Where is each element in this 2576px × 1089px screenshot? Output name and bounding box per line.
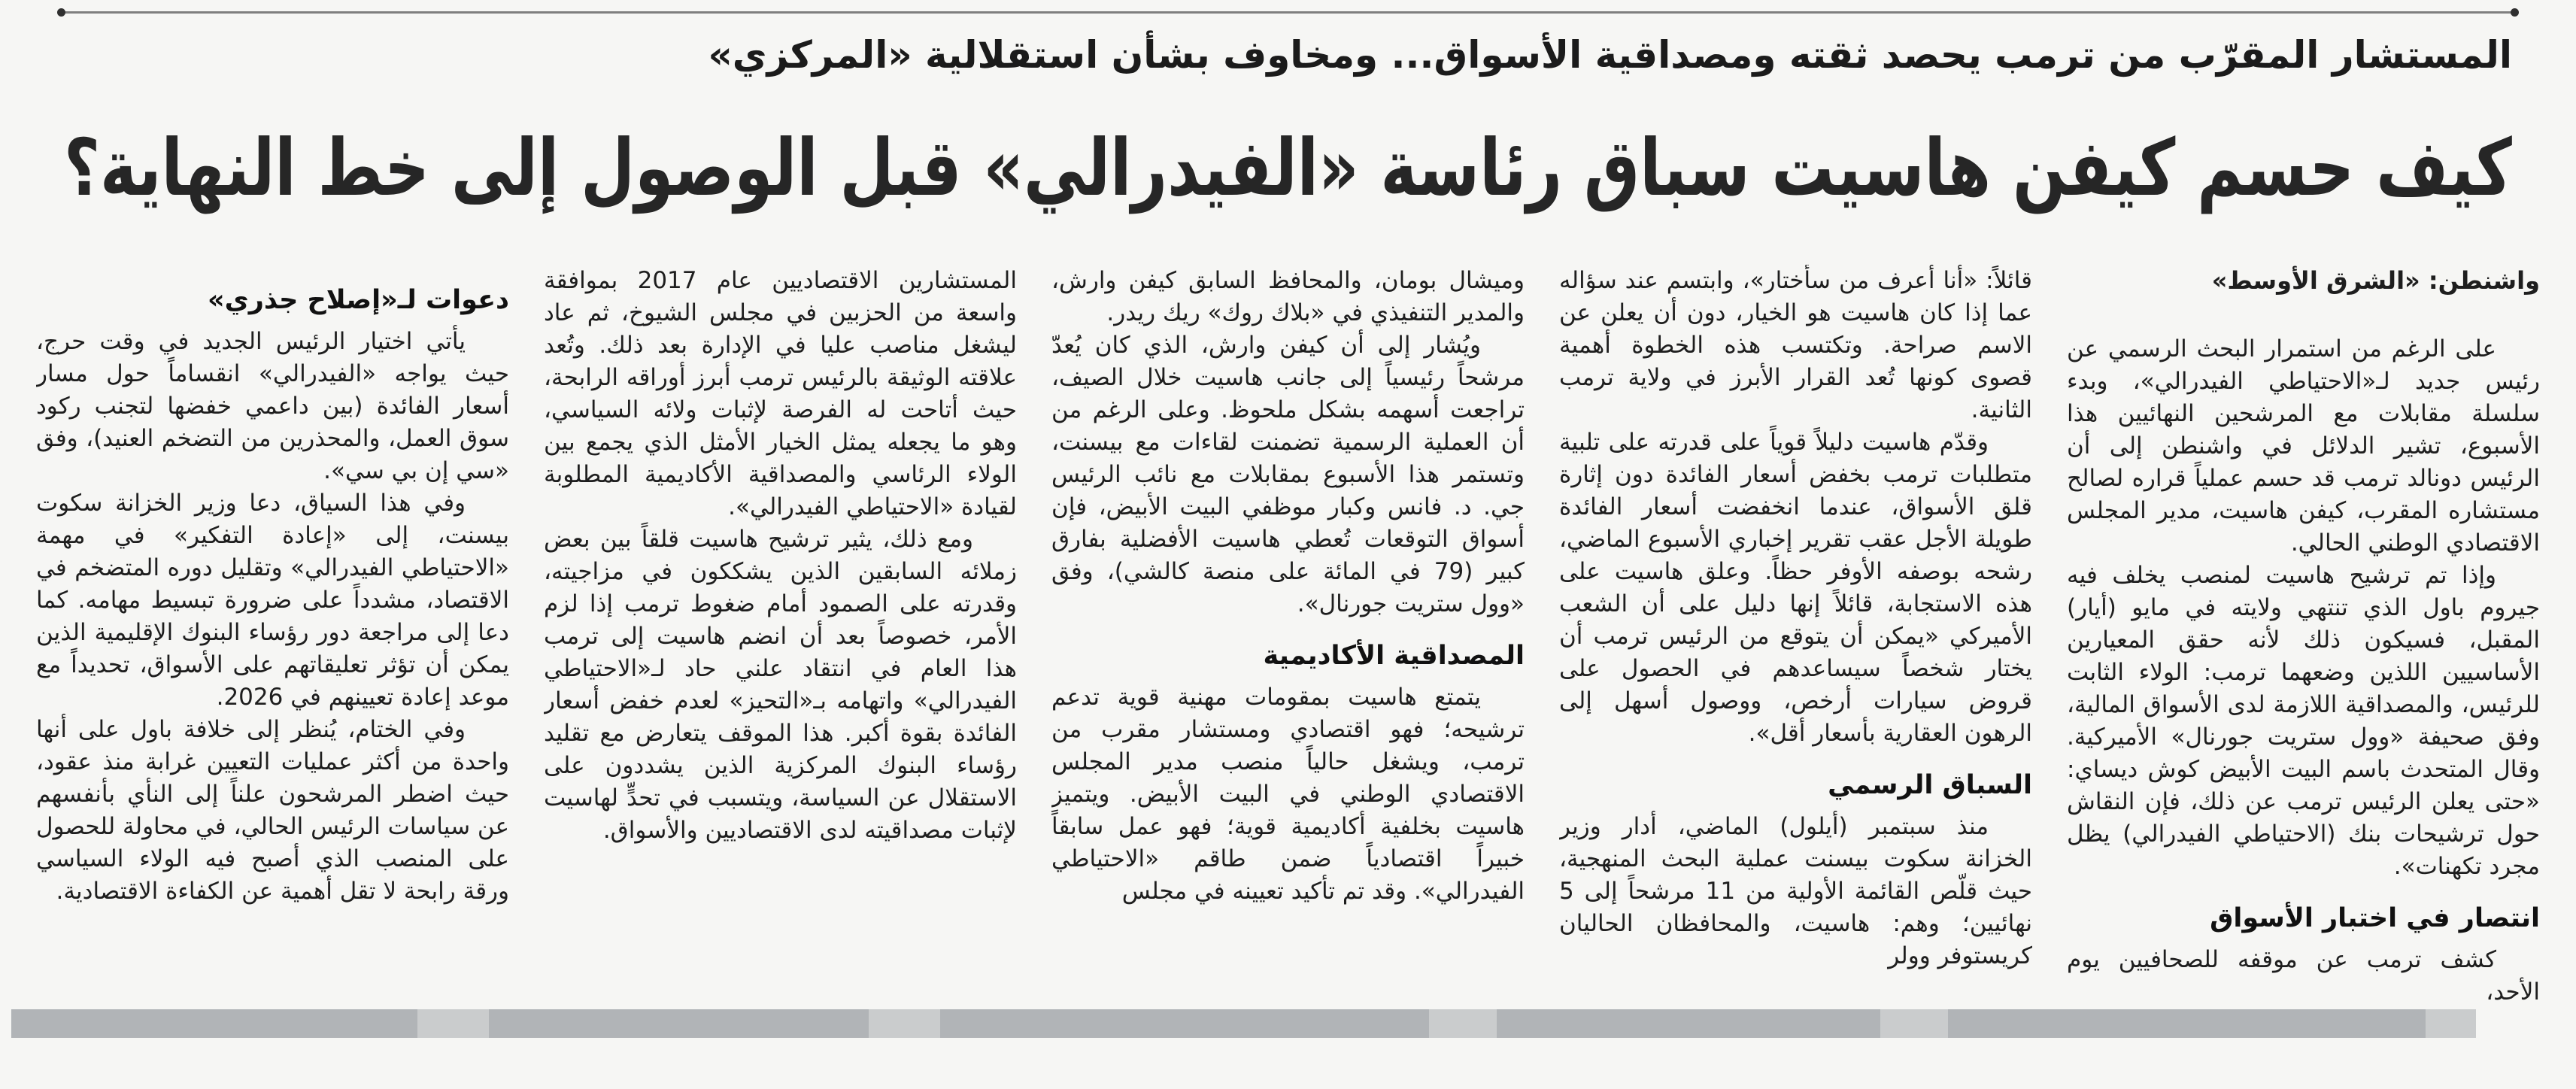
band-segment-dark <box>1497 1009 1880 1038</box>
kicker-line <box>64 33 2512 77</box>
paragraph: يأتي اختيار الرئيس الجديد في وقت حرج، حيث يواجه «الفيدرالي» انقساماً حول مسار أسعار الفائدة (بين داعمي خفضها لتجنب ركود سوق العمل، والمحذرين من التضخم العنيد)، وفق «سي إن بي سي». <box>36 328 509 484</box>
rule-end-dot-right <box>2511 8 2519 17</box>
paragraph: كشف ترمب عن موقفه للصحافيين يوم الأحد، <box>2067 946 2540 1006</box>
paragraph: وإذا تم ترشيح هاسيت لمنصب يخلف فيه جيروم باول الذي تنتهي ولايته في مايو (أيار) المقبل، فسيكون ذلك لأنه حقق المعيارين الأساسيين اللذين وضعهما ترمب: الولاء الثابت للرئيس، والمصداقية اللازمة لدى الأسواق المالية، وفق صحيفة «وول ستريت جورنال» الأميركية. وقال المتحدث باسم البيت الأبيض كوش ديساي: «حتى يعلن الرئيس ترمب عن ذلك، فإن النقاش حول ترشيحات بنك (الاحتياطي الفيدرالي) يظل مجرد تكهنات». <box>2067 562 2540 880</box>
article-column <box>2067 265 2540 1008</box>
bottom-gray-band <box>0 1009 2576 1038</box>
headline-text: كيف حسم كيفن هاسيت سباق رئاسة «الفيدرالي» قبل الوصول إلى خط النهاية؟ <box>64 122 2512 214</box>
band-segment-light <box>1429 1009 1497 1038</box>
section-heading: دعوات لـ«إصلاح جذري» <box>208 285 509 315</box>
article-column <box>544 265 1017 1008</box>
article-column <box>36 265 509 1008</box>
article-columns <box>36 265 2540 1008</box>
band-segment-light <box>417 1009 489 1038</box>
band-segment-dark <box>11 1009 417 1038</box>
band-segment-dark <box>940 1009 1429 1038</box>
kicker-text: المستشار المقرّب من ترمب يحصد ثقته ومصداقية الأسواق... ومخاوف بشأن استقلالية «المركزي» <box>708 33 2512 77</box>
rule-end-dot-left <box>57 8 65 17</box>
paragraph: قائلاً: «أنا أعرف من سأختار»، وابتسم عند سؤاله عما إذا كان هاسيت هو الخيار، دون أن يعلن عن الاسم صراحة. وتكتسب هذه الخطوة أهمية قصوى كونها تُعد القرار الأبرز في ولاية ترمب الثانية. <box>1559 267 2032 423</box>
article-column <box>1559 265 2032 1008</box>
dateline: واشنطن: «الشرق الأوسط» <box>2211 266 2540 295</box>
band-segment-light <box>869 1009 940 1038</box>
article-headline <box>64 111 2512 225</box>
paragraph: على الرغم من استمرار البحث الرسمي عن رئيس جديد لـ«الاحتياطي الفيدرالي»، وبدء سلسلة مقابلات مع المرشحين النهائيين هذا الأسبوع، تشير الدلائل في واشنطن إلى أن الرئيس دونالد ترمب قد حسم عملياً قراره لصالح مستشاره المقرب، كيفن هاسيت، مدير المجلس الاقتصادي الوطني الحالي. <box>2067 335 2540 557</box>
paragraph: ومع ذلك، يثير ترشيح هاسيت قلقاً بين بعض زملائه السابقين الذين يشككون في مزاجيته، وقدرته على الصمود أمام ضغوط ترمب إذا لزم الأمر، خصوصاً بعد أن انضم هاسيت إلى ترمب هذا العام في انتقاد علني حاد لـ«الاحتياطي الفيدرالي» واتهامه بـ«التحيز» لعدم خفض أسعار الفائدة بقوة أكبر. هذا الموقف يتعارض مع تقليد رؤساء البنوك المركزية الذين يشددون على الاستقلال عن السياسة، ويتسبب في تحدٍّ لهاسيت لإثبات مصداقيته لدى الاقتصاديين والأسواق. <box>544 526 1017 844</box>
section-heading: المصداقية الأكاديمية <box>1263 641 1525 671</box>
paragraph: وفي الختام، يُنظر إلى خلافة باول على أنها واحدة من أكثر عمليات التعيين غرابة منذ عقود، حيث اضطر المرشحون علناً إلى النأي بأنفسهم عن سياسات الرئيس الحالي، في محاولة للحصول على المنصب الذي أصبح فيه الولاء السياسي ورقة رابحة لا تقل أهمية عن الكفاءة الاقتصادية. <box>36 716 509 905</box>
section-heading: انتصار في اختبار الأسواق <box>2210 903 2540 933</box>
top-rule <box>60 11 2516 14</box>
paragraph: وفي هذا السياق، دعا وزير الخزانة سكوت بيسنت، إلى «إعادة التفكير» في مهمة «الاحتياطي الفيدرالي» وتقليل دوره المتضخم في الاقتصاد، مشدداً على ضرورة تبسيط مهامه. كما دعا إلى مراجعة دور رؤساء البنوك الإقليمية الذين يمكن أن تؤثر تعليقاتهم على الأسواق، تحديداً مع موعد إعادة تعيينهم في 2026. <box>36 490 509 711</box>
band-segment-dark <box>489 1009 869 1038</box>
section-heading: السباق الرسمي <box>1828 770 2032 800</box>
band-segment-light <box>2426 1009 2476 1038</box>
paragraph: يتمتع هاسيت بمقومات مهنية قوية تدعم ترشيحه؛ فهو اقتصادي ومستشار مقرب من ترمب، ويشغل حالياً منصب مدير المجلس الاقتصادي الوطني في البيت الأبيض. ويتميز هاسيت بخلفية أكاديمية قوية؛ فهو عمل سابقاً خبيراً اقتصادياً ضمن طاقم «الاحتياطي الفيدرالي». وقد تم تأكيد تعيينه في مجلس <box>1051 684 1525 905</box>
article-column <box>1051 265 1525 1008</box>
paragraph: وقدّم هاسيت دليلاً قوياً على قدرته على تلبية متطلبات ترمب بخفض أسعار الفائدة دون إثارة قلق الأسواق، عندما انخفضت أسعار الفائدة طويلة الأجل عقب تقرير إخباري الأسبوع الماضي، رشحه بوصفه الأوفر حظاً. وعلق هاسيت على هذه الاستجابة، قائلاً إنها دليل على أن الشعب الأميركي «يمكن أن يتوقع من الرئيس ترمب أن يختار شخصاً سيساعدهم في الحصول على قروض سيارات أرخص، ووصول أسهل إلى الرهون العقارية بأسعار أقل». <box>1559 429 2032 747</box>
paragraph: منذ سبتمبر (أيلول) الماضي، أدار وزير الخزانة سكوت بيسنت عملية البحث المنهجية، حيث قلّص القائمة الأولية من 11 مرشحاً إلى 5 نهائيين؛ وهم: هاسيت، والمحافظان الحاليان كريستوفر وولر <box>1559 813 2032 969</box>
paragraph: ويُشار إلى أن كيفن وارش، الذي كان يُعدّ مرشحاً رئيسياً إلى جانب هاسيت خلال الصيف، تراجعت أسهمه بشكل ملحوظ. وعلى الرغم من أن العملية الرسمية تضمنت لقاءات مع بيسنت، وتستمر هذا الأسبوع بمقابلات مع نائب الرئيس جي. د. فانس وكبار موظفي البيت الأبيض، فإن أسواق التوقعات تُعطي هاسيت الأفضلية بفارق كبير (79 في المائة على منصة كالشي)، وفق «وول ستريت جورنال». <box>1051 332 1525 617</box>
band-segment-light <box>1880 1009 1948 1038</box>
paragraph: وميشال بومان، والمحافظ السابق كيفن وارش، والمدير التنفيذي في «بلاك روك» ريك ريدر. <box>1051 267 1525 326</box>
paragraph: المستشارين الاقتصاديين عام 2017 بموافقة واسعة من الحزبين في مجلس الشيوخ، ثم عاد ليشغل مناصب عليا في الإدارة بعد ذلك. وتُعد علاقته الوثيقة بالرئيس ترمب أبرز أوراقه الرابحة، حيث أتاحت له الفرصة لإثبات ولائه السياسي، وهو ما يجعله يمثل الخيار الأمثل الذي يجمع بين الولاء الرئاسي والمصداقية الأكاديمية المطلوبة لقيادة «الاحتياطي الفيدرالي». <box>544 267 1017 520</box>
band-segment-dark <box>1948 1009 2426 1038</box>
